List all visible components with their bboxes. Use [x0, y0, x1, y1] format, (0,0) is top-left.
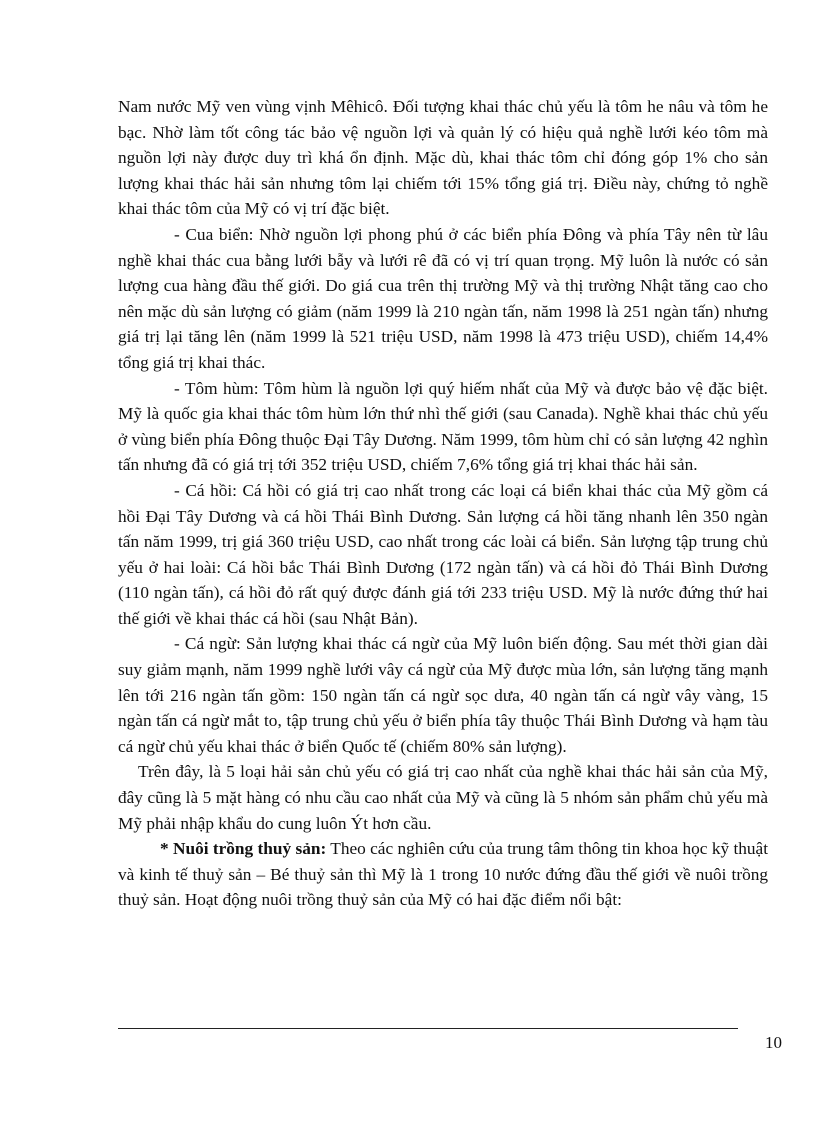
- aquaculture-text: Theo các nghiên cứu của trung tâm thông tin khoa học kỹ thuật và kinh tế thuỷ sản – Bé thuỷ sản thì Mỹ là 1 trong 10 nước đứng đầu thế giới về nuôi trồng thuỷ sản. Hoạt động nuôi trồng thuỷ sản của Mỹ có hai đặc điểm nổi bật:: [118, 839, 768, 910]
- page-number: 10: [765, 1033, 782, 1052]
- aquaculture-heading: * Nuôi trồng thuỷ sản:: [160, 839, 327, 859]
- paragraph-salmon: - Cá hồi: Cá hồi có giá trị cao nhất trong các loại cá biển khai thác của Mỹ gồm cá hồi Đại Tây Dương và cá hồi Thái Bình Dương. Sản lượng cá hồi tăng nhanh lên 350 ngàn tấn năm 1999, trị giá 360 triệu USD, cao nhất trong các loài cá biển. Sản lượng tập trung chủ yếu ở hai loài: Cá hồi bắc Thái Bình Dương (172 ngàn tấn) và cá hồi đỏ Thái Bình Dương (110 ngàn tấn), cá hồi đỏ rất quý được đánh giá tới 233 triệu USD. Mỹ là nước đứng thứ hai thế giới về khai thác cá hồi (sau Nhật Bản).: [118, 480, 768, 628]
- footer-rule: [118, 1028, 738, 1029]
- paragraph-aquaculture: [118, 836, 768, 913]
- body-text: [118, 94, 768, 913]
- paragraph-summary: Trên đây, là 5 loại hải sản chủ yếu có giá trị cao nhất của nghề khai thác hải sản của Mỹ, đây cũng là 5 mặt hàng có nhu cầu cao nhất của Mỹ và cũng là 5 nhóm sản phẩm chủ yếu mà Mỹ phải nhập khẩu do cung luôn Ýt hơn cầu.: [118, 762, 768, 833]
- paragraph-lobster: - Tôm hùm: Tôm hùm là nguồn lợi quý hiếm nhất của Mỹ và được bảo vệ đặc biệt. Mỹ là quốc gia khai thác tôm hùm lớn thứ nhì thế giới (sau Canada). Nghề khai thác chủ yếu ở vùng biển phía Đông thuộc Đại Tây Dương. Năm 1999, tôm hùm chỉ có sản lượng 42 nghìn tấn nhưng đã có giá trị tới 352 triệu USD, chiếm 7,6% tổng giá trị khai thác hải sản.: [118, 378, 768, 475]
- paragraph-crab: - Cua biển: Nhờ nguồn lợi phong phú ở các biển phía Đông và phía Tây nên từ lâu nghề khai thác cua bằng lưới bẫy và lưới rê đã có vị trí quan trọng. Mỹ luôn là nước có sản lượng cua hàng đầu thế giới. Do giá cua trên thị trường Mỹ và thị trường Nhật tăng cao cho nên mặc dù sản lượng có giảm (năm 1999 là 210 ngàn tấn, năm 1998 là 251 ngàn tấn) nhưng giá trị lại tăng lên (năm 1999 là 521 triệu USD, năm 1998 là 473 triệu USD), chiếm 14,4% tổng giá trị khai thác.: [118, 224, 768, 372]
- paragraph-tuna: - Cá ngừ: Sản lượng khai thác cá ngừ của Mỹ luôn biến động. Sau mét thời gian dài suy giảm mạnh, năm 1999 nghề lưới vây cá ngừ của Mỹ được mùa lớn, sản lượng tăng mạnh lên tới 216 ngàn tấn gồm: 150 ngàn tấn cá ngừ sọc dưa, 40 ngàn tấn cá ngừ vây vàng, 15 ngàn tấn cá ngừ mắt to, tập trung chủ yếu ở biển phía tây thuộc Thái Bình Dương và hạm tàu cá ngừ chủ yếu khai thác ở biển Quốc tế (chiếm 80% sản lượng).: [118, 634, 768, 756]
- paragraph-shrimp: Nam nước Mỹ ven vùng vịnh Mêhicô. Đối tượng khai thác chủ yếu là tôm he nâu và tôm he bạc. Nhờ làm tốt công tác bảo vệ nguồn lợi và quản lý có hiệu quả nghề lưới kéo tôm mà nguồn lợi này được duy trì khá ổn định. Mặc dù, khai thác tôm chỉ đóng góp 1% cho sản lượng khai thác hải sản nhưng tôm lại chiếm tới 15% tổng giá trị. Điều này, chứng tỏ nghề khai thác tôm của Mỹ có vị trí đặc biệt.: [118, 97, 768, 219]
